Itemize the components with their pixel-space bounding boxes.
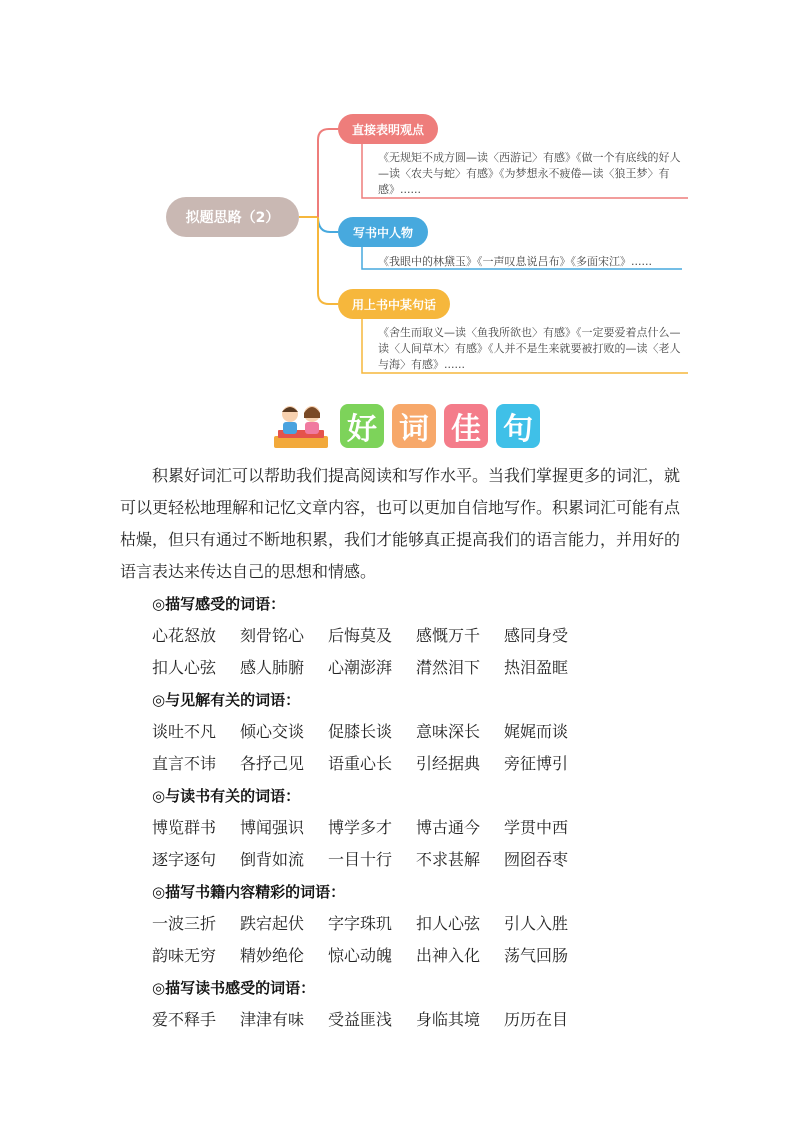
word-item: 惊心动魄 bbox=[328, 946, 393, 965]
word-item: 热泪盈眶 bbox=[504, 658, 569, 677]
mind-map bbox=[0, 0, 794, 390]
word-item: 直言不讳 bbox=[152, 754, 217, 773]
word-row bbox=[120, 908, 680, 940]
word-item: 一目十行 bbox=[328, 850, 393, 869]
word-item: 学贯中西 bbox=[504, 818, 569, 837]
branch-text-1: 《无规矩不成方圆—读〈西游记〉有感》《做一个有底线的好人—读〈农夫与蛇〉有感》《为梦想永不疲倦—读〈狼王梦〉有感》...... bbox=[378, 151, 681, 196]
word-item: 囫囵吞枣 bbox=[504, 850, 569, 869]
word-item: 刻骨铭心 bbox=[240, 626, 305, 645]
word-item: 字字珠玑 bbox=[328, 914, 393, 933]
word-item: 促膝长谈 bbox=[328, 722, 393, 741]
word-item: 逐字逐句 bbox=[152, 850, 217, 869]
reading-kids-icon bbox=[270, 400, 332, 452]
title-tile-ci: 词 bbox=[392, 404, 436, 448]
word-item: 感人肺腑 bbox=[240, 658, 305, 677]
word-row bbox=[120, 652, 680, 684]
branch-text-2: 《我眼中的林黛玉》《一声叹息说吕布》《多面宋江》...... bbox=[378, 255, 652, 268]
word-item: 潸然泪下 bbox=[416, 658, 481, 677]
word-item: 博览群书 bbox=[152, 818, 217, 837]
word-item: 旁征博引 bbox=[504, 754, 569, 773]
branch-label-2: 写书中人物 bbox=[338, 217, 428, 247]
category-heading: ◎与见解有关的词语： bbox=[152, 691, 301, 709]
word-item: 博学多才 bbox=[328, 818, 393, 837]
word-item: 一波三折 bbox=[152, 914, 217, 933]
mind-map-root: 拟题思路（2） bbox=[166, 197, 299, 237]
word-item: 荡气回肠 bbox=[504, 946, 569, 965]
word-item: 不求甚解 bbox=[416, 850, 481, 869]
word-row bbox=[120, 716, 680, 748]
word-row bbox=[120, 620, 680, 652]
category-heading: ◎描写书籍内容精彩的词语： bbox=[152, 883, 346, 901]
word-item: 倒背如流 bbox=[240, 850, 305, 869]
title-tile-ju: 句 bbox=[496, 404, 540, 448]
word-item: 心花怒放 bbox=[152, 626, 217, 645]
word-item: 爱不释手 bbox=[152, 1010, 217, 1029]
word-row bbox=[120, 1004, 680, 1036]
word-item: 意味深长 bbox=[416, 722, 481, 741]
word-item: 引经据典 bbox=[416, 754, 481, 773]
word-item: 各抒己见 bbox=[240, 754, 305, 773]
word-row bbox=[120, 940, 680, 972]
word-item: 受益匪浅 bbox=[328, 1010, 393, 1029]
word-item: 出神入化 bbox=[416, 946, 481, 965]
intro-paragraph: 积累好词汇可以帮助我们提高阅读和写作水平。当我们掌握更多的词汇，就可以更轻松地理解和记忆文章内容，也可以更加自信地写作。积累词汇可能有点枯燥，但只有通过不断地积累，我们才能够真正提高我们的语言能力，并用好的语言表达来传达自己的思想和情感。 bbox=[120, 466, 681, 581]
word-item: 身临其境 bbox=[416, 1010, 481, 1029]
word-item: 精妙绝伦 bbox=[240, 946, 305, 965]
category-heading: ◎描写感受的词语： bbox=[152, 595, 286, 613]
word-item: 历历在目 bbox=[504, 1010, 569, 1029]
branch-text-3: 《舍生而取义—读〈鱼我所欲也〉有感》《一定要爱着点什么—读〈人间草木〉有感》《人并不是生来就要被打败的—读〈老人与海〉有感》...... bbox=[378, 326, 681, 371]
section-header bbox=[270, 400, 540, 452]
word-item: 扣人心弦 bbox=[152, 658, 217, 677]
word-item: 谈吐不凡 bbox=[152, 722, 217, 741]
word-item: 倾心交谈 bbox=[240, 722, 305, 741]
branch-label-3: 用上书中某句话 bbox=[338, 289, 450, 319]
word-row bbox=[120, 748, 680, 780]
title-tile-jia: 佳 bbox=[444, 404, 488, 448]
word-item: 娓娓而谈 bbox=[504, 722, 569, 741]
word-row bbox=[120, 844, 680, 876]
word-item: 引人入胜 bbox=[504, 914, 569, 933]
word-item: 语重心长 bbox=[328, 754, 393, 773]
category-heading: ◎与读书有关的词语： bbox=[152, 787, 301, 805]
word-item: 韵味无穷 bbox=[152, 946, 217, 965]
word-item: 心潮澎湃 bbox=[328, 658, 393, 677]
word-item: 跌宕起伏 bbox=[240, 914, 305, 933]
word-item: 感同身受 bbox=[504, 626, 569, 645]
word-item: 博古通今 bbox=[416, 818, 481, 837]
word-item: 感慨万千 bbox=[416, 626, 481, 645]
category-heading: ◎描写读书感受的词语： bbox=[152, 979, 316, 997]
word-item: 津津有味 bbox=[240, 1010, 305, 1029]
branch-label-1: 直接表明观点 bbox=[338, 114, 438, 144]
title-tile-hao: 好 bbox=[340, 404, 384, 448]
word-item: 博闻强识 bbox=[240, 818, 305, 837]
word-item: 扣人心弦 bbox=[416, 914, 481, 933]
word-row bbox=[120, 812, 680, 844]
word-item: 后悔莫及 bbox=[328, 626, 393, 645]
word-list bbox=[120, 588, 680, 1036]
